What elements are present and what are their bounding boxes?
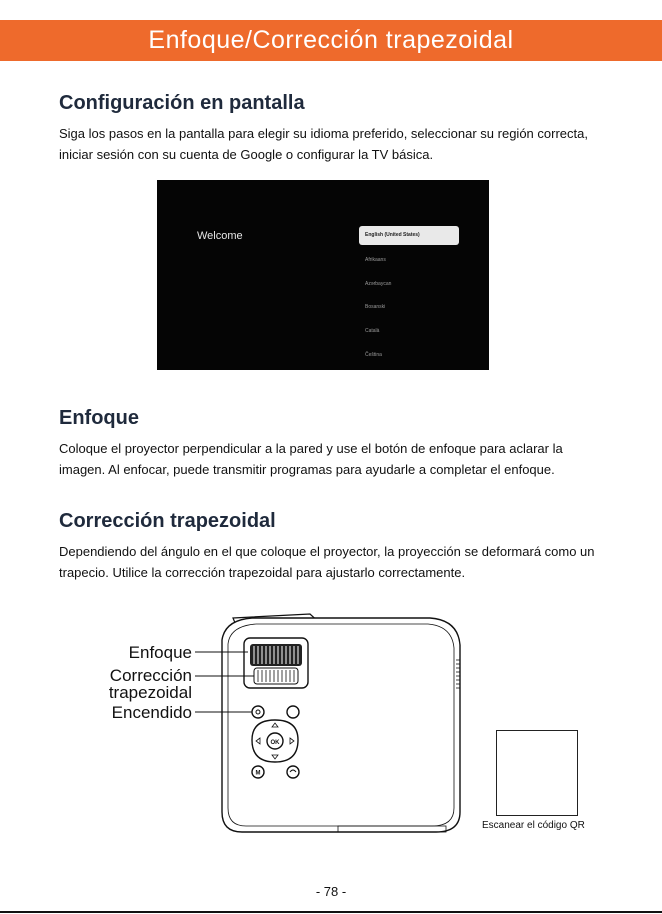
footer-rule (0, 911, 662, 913)
label-focus: Enfoque (128, 643, 192, 662)
qr-code-box (496, 730, 578, 816)
language-option-selected: English (United States) (359, 226, 459, 245)
paragraph-screen-setup-line1: Siga los pasos en la pantalla para elegir su idioma preferido, seleccionar su región correcta, (59, 126, 588, 141)
paragraph-focus-line1: Coloque el proyector perpendicular a la pared y use el botón de enfoque para aclarar la (59, 441, 563, 456)
page-banner: Enfoque/Corrección trapezoidal (0, 20, 662, 61)
label-keystone-line1: Corrección (109, 666, 192, 685)
heading-focus: Enfoque (59, 407, 139, 429)
tv-welcome-screen (157, 180, 489, 370)
language-option: Català (365, 328, 380, 334)
paragraph-focus-line2: imagen. Al enfocar, puede transmitir programas para ayudarle a completar el enfoque. (59, 462, 555, 477)
paragraph-keystone-line2: trapecio. Utilice la corrección trapezoidal para ajustarlo correctamente. (59, 565, 466, 580)
paragraph-screen-setup-line2: iniciar sesión con su cuenta de Google o configurar la TV básica. (59, 147, 434, 162)
paragraph-keystone-line1: Dependiendo del ángulo en el que coloque el proyector, la proyección se deformará como un (59, 544, 595, 559)
menu-button-label: M (255, 770, 261, 777)
ok-button-label: OK (270, 740, 280, 746)
heading-screen-setup: Configuración en pantalla (59, 92, 305, 114)
page-number: - 78 - (315, 884, 347, 899)
heading-keystone: Corrección trapezoidal (59, 510, 276, 532)
qr-caption: Escanear el código QR (482, 820, 585, 831)
label-keystone-line2: trapezoidal (108, 683, 192, 702)
language-option: Afrikaans (365, 257, 386, 263)
language-option: Azərbaycan (365, 281, 392, 287)
welcome-text: Welcome (197, 230, 243, 242)
label-power: Encendido (111, 703, 192, 722)
language-option: Bosanski (365, 304, 386, 310)
language-option: Čeština (365, 352, 382, 358)
